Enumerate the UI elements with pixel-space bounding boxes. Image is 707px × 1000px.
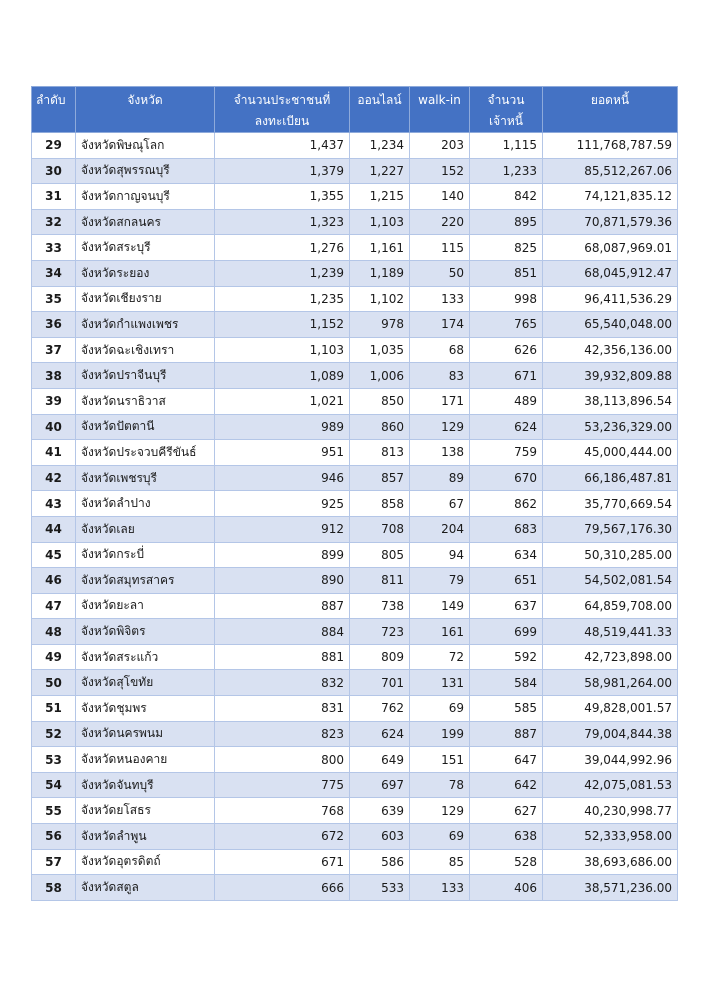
cell-registered: 1,152 (215, 312, 350, 338)
cell-walkin: 79 (410, 568, 470, 594)
cell-debt: 54,502,081.54 (543, 568, 678, 594)
header-registered-line2: ลงทะเบียน (254, 114, 310, 128)
cell-walkin: 161 (410, 619, 470, 645)
cell-online: 809 (350, 644, 410, 670)
cell-creditors: 683 (470, 516, 543, 542)
cell-registered: 989 (215, 414, 350, 440)
cell-registered: 832 (215, 670, 350, 696)
table-row (32, 670, 678, 696)
cell-province: จังหวัดเพชรบุรี (76, 465, 215, 491)
cell-no: 38 (32, 363, 76, 389)
cell-walkin: 78 (410, 772, 470, 798)
cell-registered: 1,021 (215, 388, 350, 414)
cell-walkin: 85 (410, 849, 470, 875)
cell-online: 805 (350, 542, 410, 568)
cell-no: 31 (32, 184, 76, 210)
cell-no: 36 (32, 312, 76, 338)
cell-creditors: 626 (470, 337, 543, 363)
cell-walkin: 69 (410, 696, 470, 722)
cell-debt: 79,567,176.30 (543, 516, 678, 542)
cell-creditors: 699 (470, 619, 543, 645)
cell-no: 34 (32, 260, 76, 286)
cell-walkin: 89 (410, 465, 470, 491)
cell-debt: 53,236,329.00 (543, 414, 678, 440)
cell-province: จังหวัดสกลนคร (76, 209, 215, 235)
header-creditors-line1: จำนวน (487, 93, 525, 107)
cell-creditors: 489 (470, 388, 543, 414)
cell-online: 1,234 (350, 133, 410, 159)
cell-province: จังหวัดระยอง (76, 260, 215, 286)
cell-creditors: 851 (470, 260, 543, 286)
table-row (32, 491, 678, 517)
table-row (32, 286, 678, 312)
cell-province: จังหวัดปราจีนบุรี (76, 363, 215, 389)
cell-online: 603 (350, 824, 410, 850)
cell-debt: 64,859,708.00 (543, 593, 678, 619)
cell-province: จังหวัดหนองคาย (76, 747, 215, 773)
cell-registered: 912 (215, 516, 350, 542)
cell-online: 1,227 (350, 158, 410, 184)
cell-online: 697 (350, 772, 410, 798)
cell-debt: 38,113,896.54 (543, 388, 678, 414)
table-row (32, 798, 678, 824)
cell-debt: 42,356,136.00 (543, 337, 678, 363)
cell-online: 639 (350, 798, 410, 824)
cell-online: 586 (350, 849, 410, 875)
table-row (32, 414, 678, 440)
cell-registered: 1,103 (215, 337, 350, 363)
cell-walkin: 152 (410, 158, 470, 184)
cell-no: 43 (32, 491, 76, 517)
cell-province: จังหวัดเลย (76, 516, 215, 542)
cell-registered: 831 (215, 696, 350, 722)
cell-walkin: 72 (410, 644, 470, 670)
cell-registered: 881 (215, 644, 350, 670)
cell-walkin: 129 (410, 798, 470, 824)
cell-creditors: 637 (470, 593, 543, 619)
table-row (32, 516, 678, 542)
cell-no: 41 (32, 440, 76, 466)
table-row (32, 619, 678, 645)
cell-province: จังหวัดกำแพงเพชร (76, 312, 215, 338)
cell-province: จังหวัดนครพนม (76, 721, 215, 747)
registration-table (31, 86, 678, 901)
cell-province: จังหวัดพิจิตร (76, 619, 215, 645)
cell-registered: 890 (215, 568, 350, 594)
table-row (32, 260, 678, 286)
cell-province: จังหวัดอุตรดิตถ์ (76, 849, 215, 875)
cell-registered: 1,239 (215, 260, 350, 286)
table-row (32, 824, 678, 850)
cell-debt: 42,723,898.00 (543, 644, 678, 670)
cell-creditors: 584 (470, 670, 543, 696)
cell-walkin: 115 (410, 235, 470, 261)
cell-no: 39 (32, 388, 76, 414)
cell-registered: 1,276 (215, 235, 350, 261)
cell-debt: 39,044,992.96 (543, 747, 678, 773)
cell-creditors: 825 (470, 235, 543, 261)
cell-online: 850 (350, 388, 410, 414)
cell-creditors: 670 (470, 465, 543, 491)
table-row (32, 696, 678, 722)
cell-online: 1,103 (350, 209, 410, 235)
header-no: ลำดับ (32, 87, 76, 133)
cell-creditors: 842 (470, 184, 543, 210)
cell-online: 1,035 (350, 337, 410, 363)
cell-registered: 823 (215, 721, 350, 747)
cell-online: 708 (350, 516, 410, 542)
cell-no: 50 (32, 670, 76, 696)
cell-province: จังหวัดเชียงราย (76, 286, 215, 312)
table-header-row (32, 87, 678, 133)
cell-debt: 38,571,236.00 (543, 875, 678, 901)
cell-no: 54 (32, 772, 76, 798)
cell-creditors: 406 (470, 875, 543, 901)
cell-debt: 96,411,536.29 (543, 286, 678, 312)
cell-walkin: 129 (410, 414, 470, 440)
cell-online: 813 (350, 440, 410, 466)
table-row (32, 568, 678, 594)
cell-debt: 74,121,835.12 (543, 184, 678, 210)
cell-creditors: 642 (470, 772, 543, 798)
cell-walkin: 199 (410, 721, 470, 747)
cell-no: 55 (32, 798, 76, 824)
cell-province: จังหวัดสมุทรสาคร (76, 568, 215, 594)
cell-province: จังหวัดสระบุรี (76, 235, 215, 261)
cell-province: จังหวัดกาญจนบุรี (76, 184, 215, 210)
cell-province: จังหวัดยโสธร (76, 798, 215, 824)
cell-walkin: 131 (410, 670, 470, 696)
cell-creditors: 638 (470, 824, 543, 850)
cell-debt: 111,768,787.59 (543, 133, 678, 159)
cell-online: 1,215 (350, 184, 410, 210)
cell-walkin: 50 (410, 260, 470, 286)
table-row (32, 772, 678, 798)
cell-creditors: 998 (470, 286, 543, 312)
cell-no: 46 (32, 568, 76, 594)
cell-walkin: 69 (410, 824, 470, 850)
header-debt: ยอดหนี้ (543, 87, 678, 133)
cell-debt: 45,000,444.00 (543, 440, 678, 466)
cell-province: จังหวัดสุโขทัย (76, 670, 215, 696)
table-row (32, 593, 678, 619)
cell-province: จังหวัดจันทบุรี (76, 772, 215, 798)
table-row (32, 440, 678, 466)
cell-walkin: 133 (410, 286, 470, 312)
cell-no: 45 (32, 542, 76, 568)
table-body (32, 133, 678, 901)
cell-no: 53 (32, 747, 76, 773)
table-row (32, 184, 678, 210)
cell-online: 858 (350, 491, 410, 517)
table-row (32, 465, 678, 491)
header-registered-line1: จำนวนประชาชนที่ (233, 93, 331, 107)
cell-debt: 66,186,487.81 (543, 465, 678, 491)
cell-online: 738 (350, 593, 410, 619)
table-row (32, 312, 678, 338)
cell-creditors: 634 (470, 542, 543, 568)
cell-online: 762 (350, 696, 410, 722)
cell-debt: 40,230,998.77 (543, 798, 678, 824)
cell-registered: 946 (215, 465, 350, 491)
cell-province: จังหวัดลำปาง (76, 491, 215, 517)
cell-online: 1,189 (350, 260, 410, 286)
cell-province: จังหวัดฉะเชิงเทรา (76, 337, 215, 363)
cell-province: จังหวัดยะลา (76, 593, 215, 619)
cell-registered: 672 (215, 824, 350, 850)
cell-province: จังหวัดสุพรรณบุรี (76, 158, 215, 184)
cell-walkin: 67 (410, 491, 470, 517)
cell-registered: 899 (215, 542, 350, 568)
cell-no: 37 (32, 337, 76, 363)
cell-registered: 1,355 (215, 184, 350, 210)
cell-no: 30 (32, 158, 76, 184)
cell-online: 1,006 (350, 363, 410, 389)
cell-registered: 1,235 (215, 286, 350, 312)
cell-no: 29 (32, 133, 76, 159)
cell-walkin: 133 (410, 875, 470, 901)
cell-debt: 52,333,958.00 (543, 824, 678, 850)
cell-registered: 1,437 (215, 133, 350, 159)
cell-debt: 79,004,844.38 (543, 721, 678, 747)
cell-registered: 884 (215, 619, 350, 645)
cell-province: จังหวัดลำพูน (76, 824, 215, 850)
header-online: ออนไลน์ (350, 87, 410, 133)
cell-creditors: 585 (470, 696, 543, 722)
cell-debt: 68,045,912.47 (543, 260, 678, 286)
cell-no: 49 (32, 644, 76, 670)
cell-province: จังหวัดพิษณุโลก (76, 133, 215, 159)
cell-registered: 800 (215, 747, 350, 773)
cell-no: 51 (32, 696, 76, 722)
cell-walkin: 140 (410, 184, 470, 210)
cell-registered: 1,379 (215, 158, 350, 184)
cell-province: จังหวัดสตูล (76, 875, 215, 901)
cell-walkin: 174 (410, 312, 470, 338)
cell-debt: 39,932,809.88 (543, 363, 678, 389)
cell-online: 1,102 (350, 286, 410, 312)
cell-walkin: 203 (410, 133, 470, 159)
cell-no: 48 (32, 619, 76, 645)
table-row (32, 542, 678, 568)
cell-online: 811 (350, 568, 410, 594)
cell-debt: 38,693,686.00 (543, 849, 678, 875)
cell-no: 56 (32, 824, 76, 850)
cell-debt: 50,310,285.00 (543, 542, 678, 568)
cell-debt: 68,087,969.01 (543, 235, 678, 261)
table-row (32, 721, 678, 747)
cell-no: 32 (32, 209, 76, 235)
cell-debt: 70,871,579.36 (543, 209, 678, 235)
cell-online: 624 (350, 721, 410, 747)
cell-debt: 35,770,669.54 (543, 491, 678, 517)
cell-no: 47 (32, 593, 76, 619)
cell-walkin: 68 (410, 337, 470, 363)
cell-province: จังหวัดกระบี่ (76, 542, 215, 568)
cell-online: 857 (350, 465, 410, 491)
header-walkin: walk-in (410, 87, 470, 133)
cell-walkin: 220 (410, 209, 470, 235)
cell-walkin: 171 (410, 388, 470, 414)
cell-creditors: 528 (470, 849, 543, 875)
cell-registered: 775 (215, 772, 350, 798)
cell-registered: 1,089 (215, 363, 350, 389)
cell-walkin: 204 (410, 516, 470, 542)
header-province: จังหวัด (76, 87, 215, 133)
cell-registered: 671 (215, 849, 350, 875)
cell-province: จังหวัดปัตตานี (76, 414, 215, 440)
table-row (32, 158, 678, 184)
cell-online: 723 (350, 619, 410, 645)
cell-online: 978 (350, 312, 410, 338)
cell-registered: 768 (215, 798, 350, 824)
cell-no: 58 (32, 875, 76, 901)
cell-creditors: 895 (470, 209, 543, 235)
cell-debt: 48,519,441.33 (543, 619, 678, 645)
cell-no: 52 (32, 721, 76, 747)
cell-debt: 42,075,081.53 (543, 772, 678, 798)
cell-online: 701 (350, 670, 410, 696)
cell-walkin: 151 (410, 747, 470, 773)
cell-no: 42 (32, 465, 76, 491)
cell-no: 33 (32, 235, 76, 261)
cell-creditors: 1,233 (470, 158, 543, 184)
cell-no: 35 (32, 286, 76, 312)
cell-no: 40 (32, 414, 76, 440)
cell-registered: 925 (215, 491, 350, 517)
cell-creditors: 651 (470, 568, 543, 594)
cell-walkin: 138 (410, 440, 470, 466)
table-row (32, 747, 678, 773)
cell-debt: 49,828,001.57 (543, 696, 678, 722)
cell-province: จังหวัดชุมพร (76, 696, 215, 722)
cell-debt: 65,540,048.00 (543, 312, 678, 338)
cell-registered: 887 (215, 593, 350, 619)
cell-no: 44 (32, 516, 76, 542)
cell-registered: 666 (215, 875, 350, 901)
table-row (32, 337, 678, 363)
header-creditors-line2: เจ้าหนี้ (489, 114, 523, 128)
table-row (32, 133, 678, 159)
cell-registered: 1,323 (215, 209, 350, 235)
cell-no: 57 (32, 849, 76, 875)
table-row (32, 644, 678, 670)
cell-online: 860 (350, 414, 410, 440)
table-row (32, 875, 678, 901)
cell-walkin: 83 (410, 363, 470, 389)
table-row (32, 209, 678, 235)
cell-province: จังหวัดนราธิวาส (76, 388, 215, 414)
cell-debt: 85,512,267.06 (543, 158, 678, 184)
cell-province: จังหวัดสระแก้ว (76, 644, 215, 670)
cell-creditors: 765 (470, 312, 543, 338)
cell-creditors: 862 (470, 491, 543, 517)
cell-creditors: 671 (470, 363, 543, 389)
cell-debt: 58,981,264.00 (543, 670, 678, 696)
header-creditors (470, 87, 543, 133)
table-row (32, 388, 678, 414)
cell-creditors: 887 (470, 721, 543, 747)
cell-province: จังหวัดประจวบคีรีขันธ์ (76, 440, 215, 466)
cell-creditors: 627 (470, 798, 543, 824)
cell-walkin: 149 (410, 593, 470, 619)
header-registered (215, 87, 350, 133)
cell-creditors: 1,115 (470, 133, 543, 159)
table-row (32, 363, 678, 389)
cell-registered: 951 (215, 440, 350, 466)
cell-creditors: 624 (470, 414, 543, 440)
cell-online: 1,161 (350, 235, 410, 261)
cell-online: 649 (350, 747, 410, 773)
cell-creditors: 759 (470, 440, 543, 466)
cell-online: 533 (350, 875, 410, 901)
table-row (32, 235, 678, 261)
cell-creditors: 592 (470, 644, 543, 670)
cell-creditors: 647 (470, 747, 543, 773)
cell-walkin: 94 (410, 542, 470, 568)
table-row (32, 849, 678, 875)
